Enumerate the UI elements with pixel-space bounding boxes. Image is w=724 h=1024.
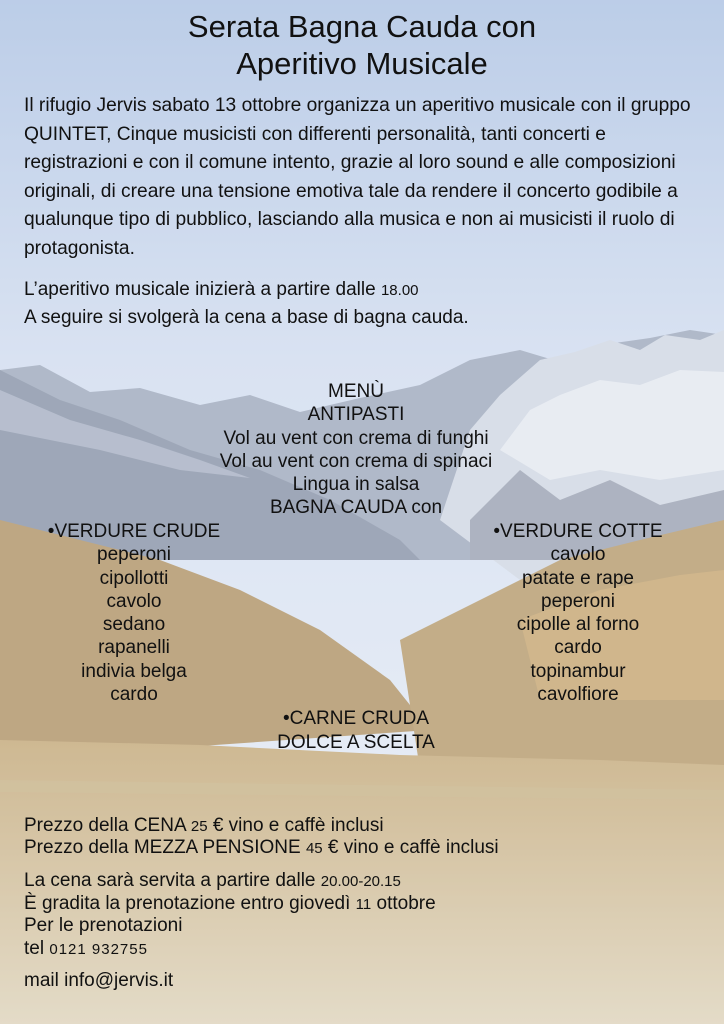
cooked-vegetable-item: cavolfiore — [537, 684, 619, 706]
intro-block — [24, 92, 714, 263]
bagna-cauda-heading: BAGNA CAUDA con — [269, 497, 443, 518]
cooked-vegetables-heading: •VERDURE COTTE — [493, 521, 663, 542]
raw-meat-item: •CARNE CRUDA — [283, 708, 429, 729]
antipasto-item: Vol au vent con crema di spinaci — [219, 451, 493, 472]
phone-number[interactable]: 0121 932755 — [49, 941, 148, 958]
cooked-vegetables-list — [478, 520, 678, 706]
raw-vegetable-item: sedano — [102, 614, 166, 636]
page-title-line2: Aperitivo Musicale — [236, 46, 488, 81]
raw-vegetable-item: peperoni — [97, 544, 171, 566]
antipasto-item: Lingua in salsa — [292, 474, 420, 495]
dinner-price-note: € vino e caffè inclusi — [212, 815, 384, 836]
dinner-price-amount: 25 — [190, 818, 208, 835]
reservations-label: Per le prenotazioni — [24, 915, 183, 936]
aperitivo-start-time: 18.00 — [380, 282, 419, 299]
raw-vegetable-item: indivia belga — [81, 660, 187, 682]
dessert-item: DOLCE A SCELTA — [277, 732, 435, 753]
dinner-follows-line: A seguire si svolgerà la cena a base di bagna cauda. — [24, 307, 469, 328]
phone-line — [24, 937, 148, 962]
cooked-vegetable-item: topinambur — [530, 660, 626, 682]
raw-vegetables-list — [34, 520, 234, 706]
page-title-line1: Serata Bagna Cauda con — [187, 9, 537, 44]
aperitivo-start-text: L’aperitivo musicale inizierà a partire dalle — [24, 279, 376, 300]
cooked-vegetable-item: cardo — [554, 637, 602, 659]
intro-paragraph: Il rifugio Jervis sabato 13 ottobre organizza un aperitivo musicale con il gruppo QUINTET, Cinque musicisti con differenti personalità, tanti concerti e registrazioni e con il comune intento, grazie al loro sound e alle composizioni originali, di creare una tensione emotiva tale da rendere il concerto godibile a qualunque tipo di pubblico, lasciando alla musica e non ai musicisti il ruolo di protagonista. — [24, 95, 691, 259]
raw-vegetable-item: rapanelli — [98, 637, 170, 659]
served-time-value: 20.00-20.15 — [320, 873, 401, 890]
email-line[interactable]: mail info@jervis.it — [24, 970, 174, 991]
cooked-vegetable-item: cavolo — [550, 544, 606, 566]
raw-vegetable-item: cipollotti — [99, 567, 169, 589]
served-time-label: La cena sarà servita a partire dalle — [24, 870, 316, 891]
raw-vegetable-item: cavolo — [106, 590, 162, 612]
menu-heading: MENÙ — [328, 381, 384, 402]
phone-label: tel — [24, 938, 45, 959]
antipasto-item: Vol au vent con crema di funghi — [223, 428, 489, 449]
booking-deadline-month: ottobre — [376, 893, 436, 914]
booking-deadline-day: 11 — [355, 896, 372, 913]
cooked-vegetable-item: cipolle al forno — [516, 614, 640, 636]
half-board-price-amount: 45 — [305, 840, 323, 857]
aperitivo-start-line — [24, 278, 419, 303]
raw-vegetable-item: cardo — [110, 684, 158, 706]
antipasti-heading: ANTIPASTI — [307, 404, 405, 425]
half-board-price-label: Prezzo della MEZZA PENSIONE — [24, 837, 301, 858]
served-time-line — [24, 869, 401, 894]
half-board-price-line — [24, 836, 499, 861]
cooked-vegetable-item: peperoni — [541, 590, 615, 612]
booking-deadline-label: È gradita la prenotazione entro giovedì — [24, 893, 351, 914]
cooked-vegetable-item: patate e rape — [522, 567, 634, 589]
half-board-price-note: € vino e caffè inclusi — [327, 837, 499, 858]
raw-vegetables-heading: •VERDURE CRUDE — [47, 521, 221, 542]
dinner-price-label: Prezzo della CENA — [24, 815, 186, 836]
